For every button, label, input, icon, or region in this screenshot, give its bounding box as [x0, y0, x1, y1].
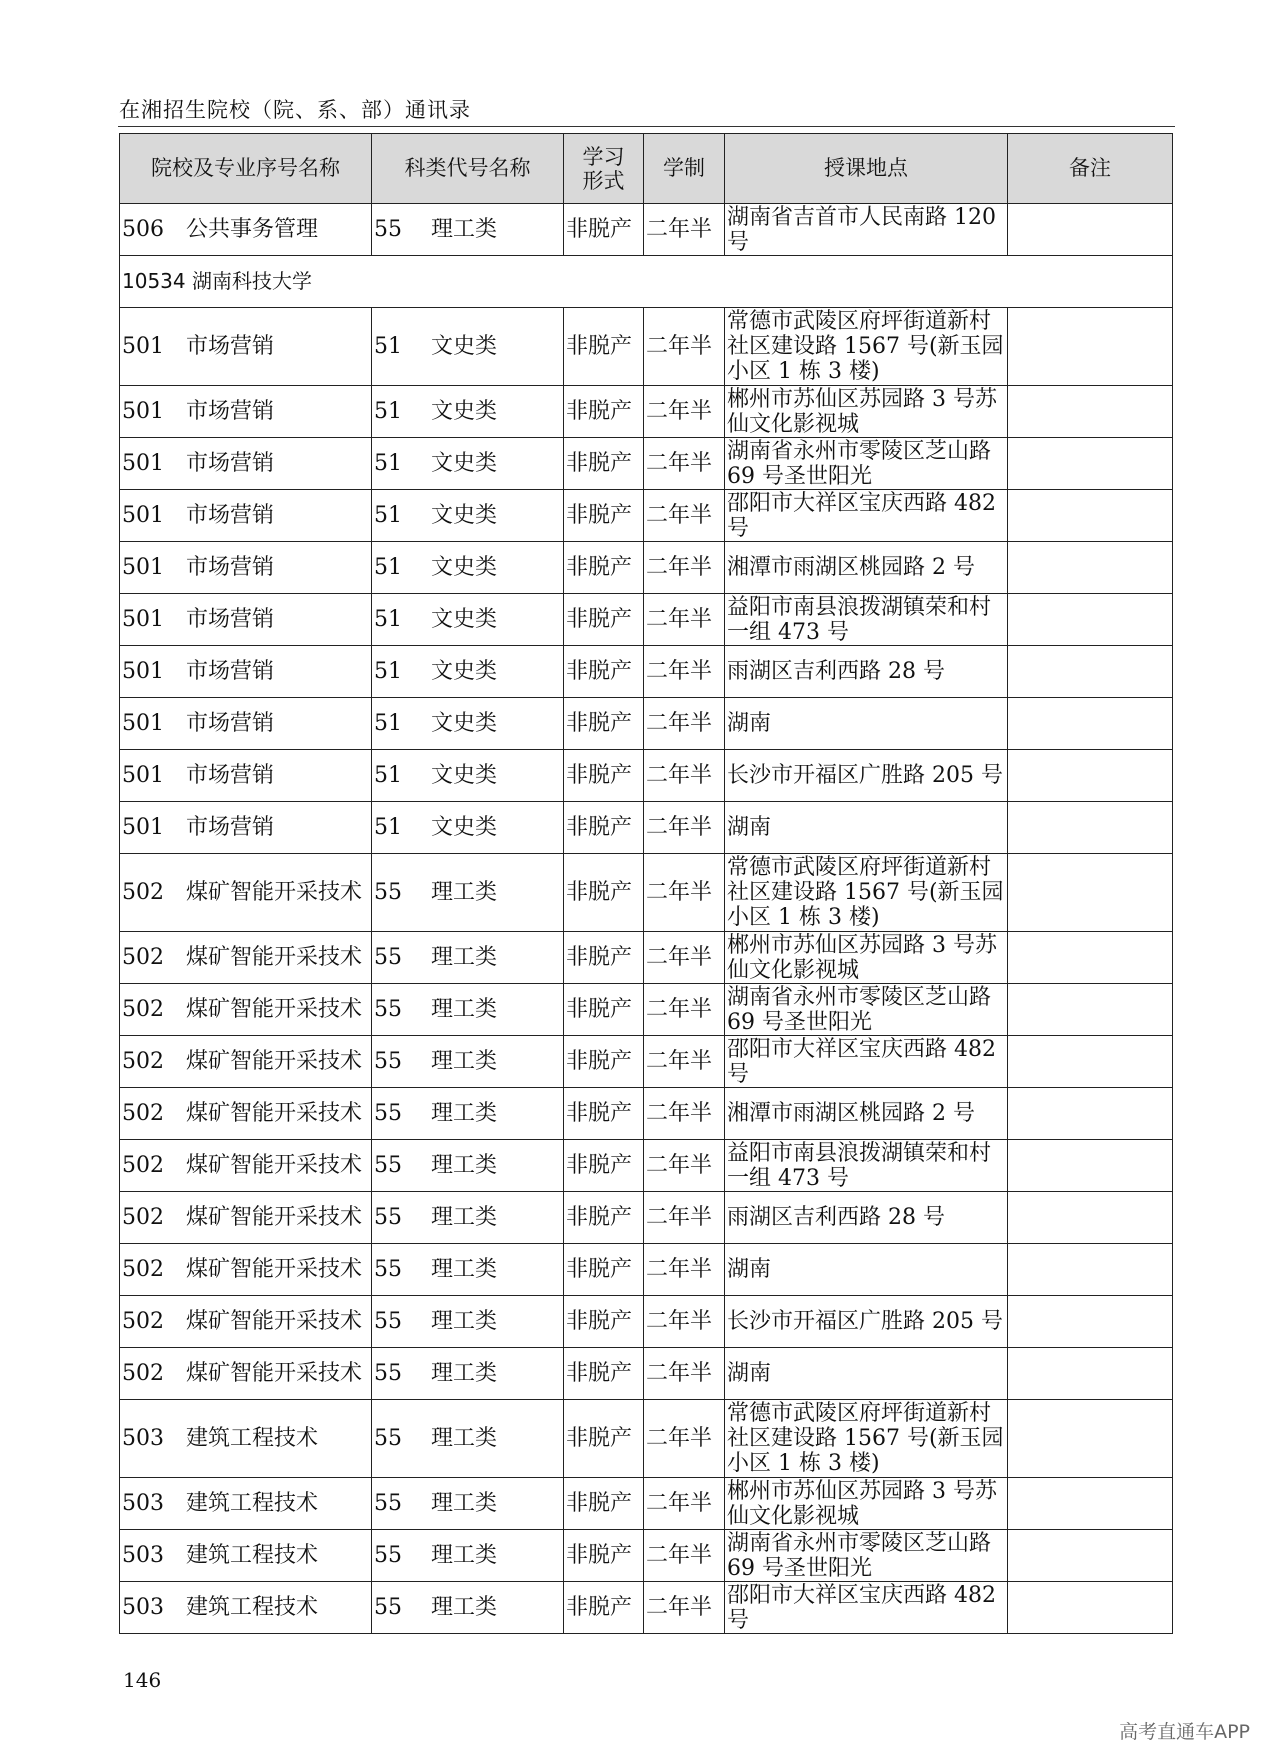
- column-header-study-form: [564, 134, 644, 204]
- study-form-cell: 非脱产: [564, 1036, 644, 1088]
- note-cell: [1008, 1140, 1173, 1192]
- major-cell: 501 市场营销: [120, 646, 372, 698]
- column-header-study-form-text: 学习 形式: [582, 144, 625, 193]
- note-cell: [1008, 802, 1173, 854]
- duration-cell: 二年半: [644, 646, 725, 698]
- category-cell: 55 理工类: [372, 204, 564, 256]
- note-cell: [1008, 438, 1173, 490]
- major-cell: 501 市场营销: [120, 386, 372, 438]
- table-row: [120, 490, 1173, 542]
- duration-cell: 二年半: [644, 1530, 725, 1582]
- duration-cell: 二年半: [644, 1036, 725, 1088]
- duration-cell: 二年半: [644, 1140, 725, 1192]
- category-cell: 51 文史类: [372, 594, 564, 646]
- location-cell: 邵阳市大祥区宝庆西路 482 号: [725, 1036, 1008, 1088]
- note-cell: [1008, 854, 1173, 932]
- category-cell: 51 文史类: [372, 542, 564, 594]
- column-header-location: 授课地点: [725, 134, 1008, 204]
- school-name: 10534 湖南科技大学: [120, 256, 1173, 308]
- major-cell: 502 煤矿智能开采技术: [120, 1036, 372, 1088]
- major-cell: 502 煤矿智能开采技术: [120, 932, 372, 984]
- study-form-cell: 非脱产: [564, 1140, 644, 1192]
- category-cell: 55 理工类: [372, 984, 564, 1036]
- note-cell: [1008, 646, 1173, 698]
- duration-cell: 二年半: [644, 802, 725, 854]
- duration-cell: 二年半: [644, 204, 725, 256]
- major-cell: 502 煤矿智能开采技术: [120, 1348, 372, 1400]
- category-cell: 55 理工类: [372, 1478, 564, 1530]
- table-row: [120, 1296, 1173, 1348]
- study-form-cell: 非脱产: [564, 750, 644, 802]
- major-cell: 502 煤矿智能开采技术: [120, 1088, 372, 1140]
- category-cell: 55 理工类: [372, 1582, 564, 1634]
- table-row: [120, 1036, 1173, 1088]
- category-cell: 55 理工类: [372, 1088, 564, 1140]
- category-cell: 55 理工类: [372, 1400, 564, 1478]
- category-cell: 51 文史类: [372, 308, 564, 386]
- category-cell: 51 文史类: [372, 698, 564, 750]
- category-cell: 55 理工类: [372, 1036, 564, 1088]
- category-cell: 55 理工类: [372, 854, 564, 932]
- note-cell: [1008, 932, 1173, 984]
- location-cell: 湘潭市雨湖区桃园路 2 号: [725, 1088, 1008, 1140]
- table-row: [120, 1192, 1173, 1244]
- study-form-cell: 非脱产: [564, 204, 644, 256]
- study-form-cell: 非脱产: [564, 594, 644, 646]
- note-cell: [1008, 1400, 1173, 1478]
- enrollment-table: [119, 133, 1173, 1634]
- study-form-cell: 非脱产: [564, 698, 644, 750]
- table-row: [120, 386, 1173, 438]
- duration-cell: 二年半: [644, 932, 725, 984]
- column-header-major: 院校及专业序号名称: [120, 134, 372, 204]
- table-group-row: [120, 256, 1173, 308]
- study-form-cell: 非脱产: [564, 1296, 644, 1348]
- table-row: [120, 594, 1173, 646]
- duration-cell: 二年半: [644, 438, 725, 490]
- table-row: [120, 1244, 1173, 1296]
- study-form-cell: 非脱产: [564, 1192, 644, 1244]
- location-cell: 雨湖区吉利西路 28 号: [725, 646, 1008, 698]
- category-cell: 55 理工类: [372, 1192, 564, 1244]
- table-row: [120, 854, 1173, 932]
- table-row: [120, 802, 1173, 854]
- note-cell: [1008, 386, 1173, 438]
- duration-cell: 二年半: [644, 1400, 725, 1478]
- location-cell: 湖南省吉首市人民南路 120 号: [725, 204, 1008, 256]
- category-cell: 55 理工类: [372, 1140, 564, 1192]
- duration-cell: 二年半: [644, 698, 725, 750]
- note-cell: [1008, 490, 1173, 542]
- major-cell: 501 市场营销: [120, 594, 372, 646]
- table-row: [120, 1088, 1173, 1140]
- major-cell: 502 煤矿智能开采技术: [120, 1296, 372, 1348]
- location-cell: 湖南: [725, 698, 1008, 750]
- table-row: [120, 750, 1173, 802]
- note-cell: [1008, 1244, 1173, 1296]
- note-cell: [1008, 750, 1173, 802]
- note-cell: [1008, 308, 1173, 386]
- note-cell: [1008, 594, 1173, 646]
- duration-cell: 二年半: [644, 1348, 725, 1400]
- location-cell: 郴州市苏仙区苏园路 3 号苏仙文化影视城: [725, 1478, 1008, 1530]
- major-cell: 501 市场营销: [120, 802, 372, 854]
- category-cell: 51 文史类: [372, 750, 564, 802]
- table-body: [120, 204, 1173, 1634]
- duration-cell: 二年半: [644, 542, 725, 594]
- category-cell: 51 文史类: [372, 646, 564, 698]
- table-row: [120, 308, 1173, 386]
- header-rule: [118, 126, 1175, 127]
- study-form-cell: 非脱产: [564, 802, 644, 854]
- major-cell: 502 煤矿智能开采技术: [120, 1244, 372, 1296]
- location-cell: 长沙市开福区广胜路 205 号: [725, 1296, 1008, 1348]
- note-cell: [1008, 1192, 1173, 1244]
- note-cell: [1008, 1088, 1173, 1140]
- major-cell: 506 公共事务管理: [120, 204, 372, 256]
- category-cell: 55 理工类: [372, 1348, 564, 1400]
- note-cell: [1008, 204, 1173, 256]
- page-header: 在湘招生院校（院、系、部）通讯录: [119, 98, 471, 122]
- note-cell: [1008, 984, 1173, 1036]
- major-cell: 501 市场营销: [120, 438, 372, 490]
- category-cell: 55 理工类: [372, 1296, 564, 1348]
- table-row: [120, 932, 1173, 984]
- category-cell: 51 文史类: [372, 490, 564, 542]
- location-cell: 湖南省永州市零陵区芝山路 69 号圣世阳光: [725, 984, 1008, 1036]
- major-cell: 501 市场营销: [120, 698, 372, 750]
- location-cell: 邵阳市大祥区宝庆西路 482 号: [725, 1582, 1008, 1634]
- location-cell: 郴州市苏仙区苏园路 3 号苏仙文化影视城: [725, 932, 1008, 984]
- table-row: [120, 204, 1173, 256]
- duration-cell: 二年半: [644, 1192, 725, 1244]
- study-form-cell: 非脱产: [564, 308, 644, 386]
- study-form-cell: 非脱产: [564, 386, 644, 438]
- note-cell: [1008, 1530, 1173, 1582]
- location-cell: 邵阳市大祥区宝庆西路 482 号: [725, 490, 1008, 542]
- category-cell: 55 理工类: [372, 1244, 564, 1296]
- table-row: [120, 542, 1173, 594]
- column-header-category: 科类代号名称: [372, 134, 564, 204]
- table-row: [120, 1400, 1173, 1478]
- table-row: [120, 1140, 1173, 1192]
- duration-cell: 二年半: [644, 308, 725, 386]
- major-cell: 502 煤矿智能开采技术: [120, 984, 372, 1036]
- major-cell: 502 煤矿智能开采技术: [120, 854, 372, 932]
- major-cell: 501 市场营销: [120, 750, 372, 802]
- duration-cell: 二年半: [644, 1088, 725, 1140]
- duration-cell: 二年半: [644, 750, 725, 802]
- watermark: 高考直通车APP: [1119, 1721, 1250, 1743]
- note-cell: [1008, 698, 1173, 750]
- study-form-cell: 非脱产: [564, 646, 644, 698]
- note-cell: [1008, 1478, 1173, 1530]
- location-cell: 常德市武陵区府坪街道新村社区建设路 1567 号(新玉园小区 1 栋 3 楼): [725, 308, 1008, 386]
- major-cell: 502 煤矿智能开采技术: [120, 1140, 372, 1192]
- duration-cell: 二年半: [644, 984, 725, 1036]
- location-cell: 长沙市开福区广胜路 205 号: [725, 750, 1008, 802]
- study-form-cell: 非脱产: [564, 854, 644, 932]
- table-row: [120, 1530, 1173, 1582]
- category-cell: 55 理工类: [372, 932, 564, 984]
- study-form-cell: 非脱产: [564, 1530, 644, 1582]
- table-header-row: [120, 134, 1173, 204]
- location-cell: 郴州市苏仙区苏园路 3 号苏仙文化影视城: [725, 386, 1008, 438]
- location-cell: 湖南省永州市零陵区芝山路 69 号圣世阳光: [725, 1530, 1008, 1582]
- note-cell: [1008, 1296, 1173, 1348]
- major-cell: 501 市场营销: [120, 490, 372, 542]
- location-cell: 湖南: [725, 1348, 1008, 1400]
- major-cell: 503 建筑工程技术: [120, 1582, 372, 1634]
- study-form-cell: 非脱产: [564, 1244, 644, 1296]
- table-row: [120, 984, 1173, 1036]
- location-cell: 湘潭市雨湖区桃园路 2 号: [725, 542, 1008, 594]
- duration-cell: 二年半: [644, 1296, 725, 1348]
- study-form-cell: 非脱产: [564, 932, 644, 984]
- category-cell: 51 文史类: [372, 386, 564, 438]
- duration-cell: 二年半: [644, 594, 725, 646]
- major-cell: 503 建筑工程技术: [120, 1400, 372, 1478]
- study-form-cell: 非脱产: [564, 1478, 644, 1530]
- major-cell: 502 煤矿智能开采技术: [120, 1192, 372, 1244]
- note-cell: [1008, 1036, 1173, 1088]
- study-form-cell: 非脱产: [564, 542, 644, 594]
- note-cell: [1008, 1348, 1173, 1400]
- study-form-cell: 非脱产: [564, 984, 644, 1036]
- location-cell: 雨湖区吉利西路 28 号: [725, 1192, 1008, 1244]
- table-row: [120, 646, 1173, 698]
- page-number: 146: [123, 1668, 162, 1692]
- duration-cell: 二年半: [644, 1478, 725, 1530]
- column-header-note: 备注: [1008, 134, 1173, 204]
- category-cell: 51 文史类: [372, 438, 564, 490]
- location-cell: 湖南: [725, 802, 1008, 854]
- duration-cell: 二年半: [644, 386, 725, 438]
- duration-cell: 二年半: [644, 1582, 725, 1634]
- location-cell: 常德市武陵区府坪街道新村社区建设路 1567 号(新玉园小区 1 栋 3 楼): [725, 1400, 1008, 1478]
- category-cell: 51 文史类: [372, 802, 564, 854]
- category-cell: 55 理工类: [372, 1530, 564, 1582]
- duration-cell: 二年半: [644, 1244, 725, 1296]
- duration-cell: 二年半: [644, 490, 725, 542]
- study-form-cell: 非脱产: [564, 1088, 644, 1140]
- location-cell: 常德市武陵区府坪街道新村社区建设路 1567 号(新玉园小区 1 栋 3 楼): [725, 854, 1008, 932]
- location-cell: 益阳市南县浪拨湖镇荣和村一组 473 号: [725, 594, 1008, 646]
- study-form-cell: 非脱产: [564, 1582, 644, 1634]
- study-form-cell: 非脱产: [564, 490, 644, 542]
- note-cell: [1008, 542, 1173, 594]
- study-form-cell: 非脱产: [564, 1400, 644, 1478]
- table-row: [120, 1582, 1173, 1634]
- major-cell: 503 建筑工程技术: [120, 1530, 372, 1582]
- duration-cell: 二年半: [644, 854, 725, 932]
- note-cell: [1008, 1582, 1173, 1634]
- table-row: [120, 438, 1173, 490]
- table-row: [120, 1478, 1173, 1530]
- study-form-cell: 非脱产: [564, 438, 644, 490]
- column-header-duration: 学制: [644, 134, 725, 204]
- location-cell: 湖南省永州市零陵区芝山路 69 号圣世阳光: [725, 438, 1008, 490]
- study-form-cell: 非脱产: [564, 1348, 644, 1400]
- location-cell: 湖南: [725, 1244, 1008, 1296]
- table-row: [120, 1348, 1173, 1400]
- major-cell: 503 建筑工程技术: [120, 1478, 372, 1530]
- major-cell: 501 市场营销: [120, 308, 372, 386]
- location-cell: 益阳市南县浪拨湖镇荣和村一组 473 号: [725, 1140, 1008, 1192]
- major-cell: 501 市场营销: [120, 542, 372, 594]
- table-row: [120, 698, 1173, 750]
